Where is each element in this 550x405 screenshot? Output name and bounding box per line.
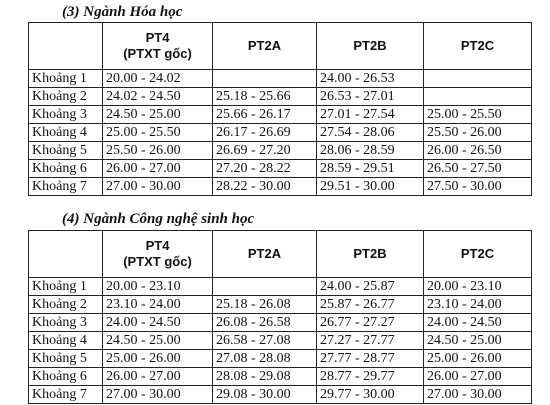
header-pt2a: PT2A — [213, 231, 317, 278]
score-table-chemistry — [28, 22, 532, 196]
cell-pt2b: 29.77 - 30.00 — [317, 386, 424, 404]
table-row — [29, 278, 532, 296]
cell-pt2b: 27.54 - 28.06 — [317, 124, 424, 142]
section-title-biotechnology: (4) Ngành Công nghệ sinh học — [62, 211, 255, 227]
cell-pt2b: 29.51 - 30.00 — [317, 178, 424, 196]
cell-pt4: 25.00 - 25.50 — [103, 124, 213, 142]
cell-pt4: 25.50 - 26.00 — [103, 142, 213, 160]
cell-pt2b: 24.00 - 26.53 — [317, 70, 424, 88]
table-header-row — [29, 23, 532, 70]
cell-pt2b: 27.27 - 27.77 — [317, 332, 424, 350]
row-label-cell: Khoảng 1 — [29, 70, 103, 88]
cell-pt2c: 26.50 - 27.50 — [424, 160, 532, 178]
cell-pt2a: 28.22 - 30.00 — [213, 178, 317, 196]
header-pt4-line1: PT4 — [145, 238, 170, 253]
cell-pt2c: 27.50 - 30.00 — [424, 178, 532, 196]
cell-pt2b: 28.77 - 29.77 — [317, 368, 424, 386]
header-pt2c: PT2C — [424, 23, 532, 70]
cell-pt4: 24.02 - 24.50 — [103, 88, 213, 106]
row-label-cell: Khoảng 7 — [29, 178, 103, 196]
cell-pt2a: 26.58 - 27.08 — [213, 332, 317, 350]
table-row — [29, 178, 532, 196]
header-pt4 — [103, 23, 213, 70]
cell-pt4: 23.10 - 24.00 — [103, 296, 213, 314]
cell-pt2b: 27.01 - 27.54 — [317, 106, 424, 124]
cell-pt4: 24.00 - 24.50 — [103, 314, 213, 332]
cell-pt2c: 25.50 - 26.00 — [424, 124, 532, 142]
cell-pt2c: 25.00 - 25.50 — [424, 106, 532, 124]
row-label-cell: Khoảng 2 — [29, 296, 103, 314]
cell-pt2c: 23.10 - 24.00 — [424, 296, 532, 314]
row-label-cell: Khoảng 5 — [29, 350, 103, 368]
cell-pt2c: 25.00 - 26.00 — [424, 350, 532, 368]
table-row — [29, 368, 532, 386]
header-empty — [29, 23, 103, 70]
table-row — [29, 386, 532, 404]
cell-pt4: 25.00 - 26.00 — [103, 350, 213, 368]
cell-pt2a: 27.20 - 28.22 — [213, 160, 317, 178]
cell-pt2a: 27.08 - 28.08 — [213, 350, 317, 368]
header-pt2b: PT2B — [317, 23, 424, 70]
cell-pt2a: 25.18 - 25.66 — [213, 88, 317, 106]
cell-pt2b: 28.06 - 28.59 — [317, 142, 424, 160]
table-row — [29, 70, 532, 88]
row-label-cell: Khoảng 1 — [29, 278, 103, 296]
cell-pt2c: 24.50 - 25.00 — [424, 332, 532, 350]
cell-pt4: 27.00 - 30.00 — [103, 386, 213, 404]
table-row — [29, 142, 532, 160]
cell-pt2a: 28.08 - 29.08 — [213, 368, 317, 386]
table-row — [29, 160, 532, 178]
cell-pt2a: 25.66 - 26.17 — [213, 106, 317, 124]
table-row — [29, 106, 532, 124]
cell-pt2a: 26.17 - 26.69 — [213, 124, 317, 142]
cell-pt4: 26.00 - 27.00 — [103, 368, 213, 386]
row-label-cell: Khoảng 7 — [29, 386, 103, 404]
section-title-chemistry: (3) Ngành Hóa học — [62, 4, 183, 20]
row-label-cell: Khoảng 3 — [29, 314, 103, 332]
row-label-cell: Khoảng 3 — [29, 106, 103, 124]
header-pt4-line1: PT4 — [145, 30, 170, 45]
cell-pt4: 24.50 - 25.00 — [103, 106, 213, 124]
cell-pt2b: 28.59 - 29.51 — [317, 160, 424, 178]
cell-pt2a: 26.08 - 26.58 — [213, 314, 317, 332]
header-pt4-line2: (PTXT gốc) — [123, 46, 192, 61]
cell-pt4: 20.00 - 23.10 — [103, 278, 213, 296]
cell-pt2c — [424, 70, 532, 88]
header-pt2b: PT2B — [317, 231, 424, 278]
table-row — [29, 332, 532, 350]
cell-pt2c — [424, 88, 532, 106]
header-pt4 — [103, 231, 213, 278]
cell-pt2a — [213, 70, 317, 88]
table-header-row — [29, 231, 532, 278]
row-label-cell: Khoảng 4 — [29, 332, 103, 350]
cell-pt4: 27.00 - 30.00 — [103, 178, 213, 196]
table-row — [29, 124, 532, 142]
header-pt2c: PT2C — [424, 231, 532, 278]
cell-pt2c: 26.00 - 26.50 — [424, 142, 532, 160]
cell-pt2b: 26.77 - 27.27 — [317, 314, 424, 332]
cell-pt2a: 26.69 - 27.20 — [213, 142, 317, 160]
cell-pt2b: 27.77 - 28.77 — [317, 350, 424, 368]
cell-pt4: 24.50 - 25.00 — [103, 332, 213, 350]
cell-pt2c: 27.00 - 30.00 — [424, 386, 532, 404]
header-empty — [29, 231, 103, 278]
table-row — [29, 296, 532, 314]
row-label-cell: Khoảng 6 — [29, 160, 103, 178]
row-label-cell: Khoảng 5 — [29, 142, 103, 160]
table-row — [29, 314, 532, 332]
cell-pt2b: 25.87 - 26.77 — [317, 296, 424, 314]
cell-pt2b: 26.53 - 27.01 — [317, 88, 424, 106]
cell-pt2a — [213, 278, 317, 296]
table-row — [29, 88, 532, 106]
score-table-biotechnology — [28, 230, 532, 404]
row-label-cell: Khoảng 4 — [29, 124, 103, 142]
cell-pt2b: 24.00 - 25.87 — [317, 278, 424, 296]
cell-pt2a: 29.08 - 30.00 — [213, 386, 317, 404]
header-pt4-line2: (PTXT gốc) — [123, 254, 192, 269]
table-row — [29, 350, 532, 368]
cell-pt4: 20.00 - 24.02 — [103, 70, 213, 88]
cell-pt2c: 24.00 - 24.50 — [424, 314, 532, 332]
cell-pt2c: 26.00 - 27.00 — [424, 368, 532, 386]
cell-pt4: 26.00 - 27.00 — [103, 160, 213, 178]
row-label-cell: Khoảng 2 — [29, 88, 103, 106]
row-label-cell: Khoảng 6 — [29, 368, 103, 386]
cell-pt2a: 25.18 - 26.08 — [213, 296, 317, 314]
cell-pt2c: 20.00 - 23.10 — [424, 278, 532, 296]
header-pt2a: PT2A — [213, 23, 317, 70]
